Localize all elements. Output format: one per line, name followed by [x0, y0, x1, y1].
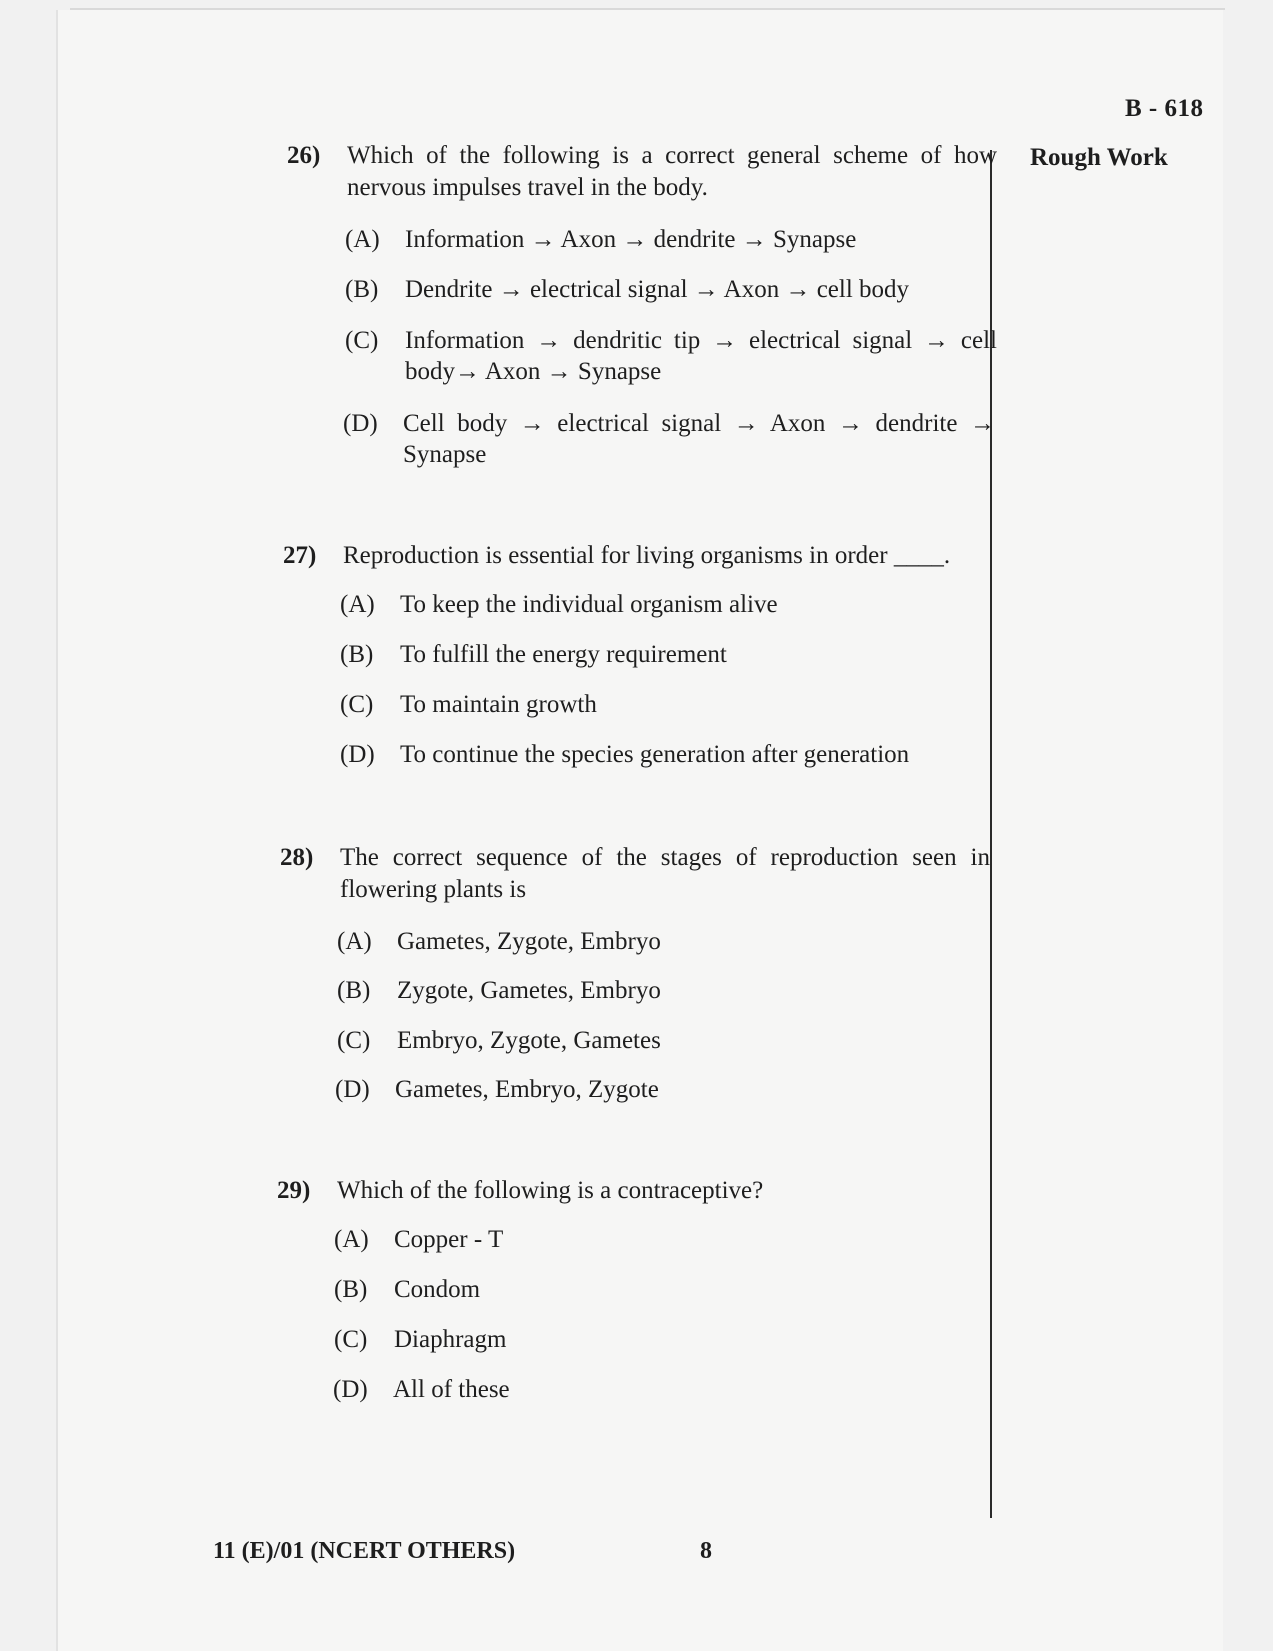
- booklet-code: B - 618: [1125, 95, 1204, 122]
- question-text: Which of the following is a contraceptive?: [337, 1177, 764, 1204]
- sheet-top-edge: [70, 8, 1225, 10]
- option-label: (B): [334, 1276, 368, 1303]
- option-label: (D): [343, 410, 378, 437]
- paper-code: 11 (E)/01 (NCERT OTHERS): [213, 1538, 516, 1564]
- option-label: (C): [345, 327, 379, 354]
- option-text: Information → Axon → dendrite → Synapse: [405, 226, 857, 253]
- option-label: (A): [334, 1226, 369, 1253]
- option-text: To maintain growth: [400, 691, 597, 718]
- option-text: Cell body → electrical signal → Axon → dendrite → Synapse: [403, 410, 995, 468]
- option-text: All of these: [393, 1376, 510, 1403]
- option-text: Gametes, Embryo, Zygote: [395, 1076, 659, 1103]
- question-number: 28): [280, 844, 314, 871]
- question-text: Reproduction is essential for living organisms in order ____.: [343, 542, 951, 569]
- option-text: Information → dendritic tip → electrical signal → cell body→ Axon → Synapse: [405, 327, 997, 385]
- option-text: Zygote, Gametes, Embryo: [397, 977, 661, 1004]
- question-number: 27): [283, 542, 317, 569]
- option-text: To fulfill the energy requirement: [400, 641, 727, 668]
- option-label: (A): [337, 928, 372, 955]
- option-text: Copper - T: [394, 1226, 504, 1253]
- option-label: (A): [340, 591, 375, 618]
- option-text: Embryo, Zygote, Gametes: [397, 1027, 661, 1054]
- question-text: Which of the following is a correct general scheme of how nervous impulses travel in the body.: [347, 142, 997, 201]
- option-label: (B): [345, 276, 379, 303]
- option-label: (C): [337, 1027, 371, 1054]
- option-label: (C): [334, 1326, 368, 1353]
- option-text: Diaphragm: [394, 1326, 507, 1353]
- option-text: Dendrite → electrical signal → Axon → cell body: [405, 276, 910, 303]
- option-label: (D): [340, 741, 375, 768]
- rough-work-heading: Rough Work: [1030, 144, 1168, 171]
- option-text: To continue the species generation after generation: [400, 741, 910, 768]
- option-text: Condom: [394, 1276, 481, 1303]
- question-text: The correct sequence of the stages of reproduction seen in flowering plants is: [340, 844, 990, 903]
- option-label: (B): [337, 977, 371, 1004]
- option-label: (D): [333, 1376, 368, 1403]
- option-text: Gametes, Zygote, Embryo: [397, 928, 661, 955]
- question-number: 26): [287, 142, 321, 169]
- option-label: (B): [340, 641, 374, 668]
- option-text: To keep the individual organism alive: [400, 591, 778, 618]
- option-label: (A): [345, 226, 380, 253]
- page-number: 8: [700, 1538, 712, 1564]
- option-label: (D): [335, 1076, 370, 1103]
- question-number: 29): [277, 1177, 311, 1204]
- option-label: (C): [340, 691, 374, 718]
